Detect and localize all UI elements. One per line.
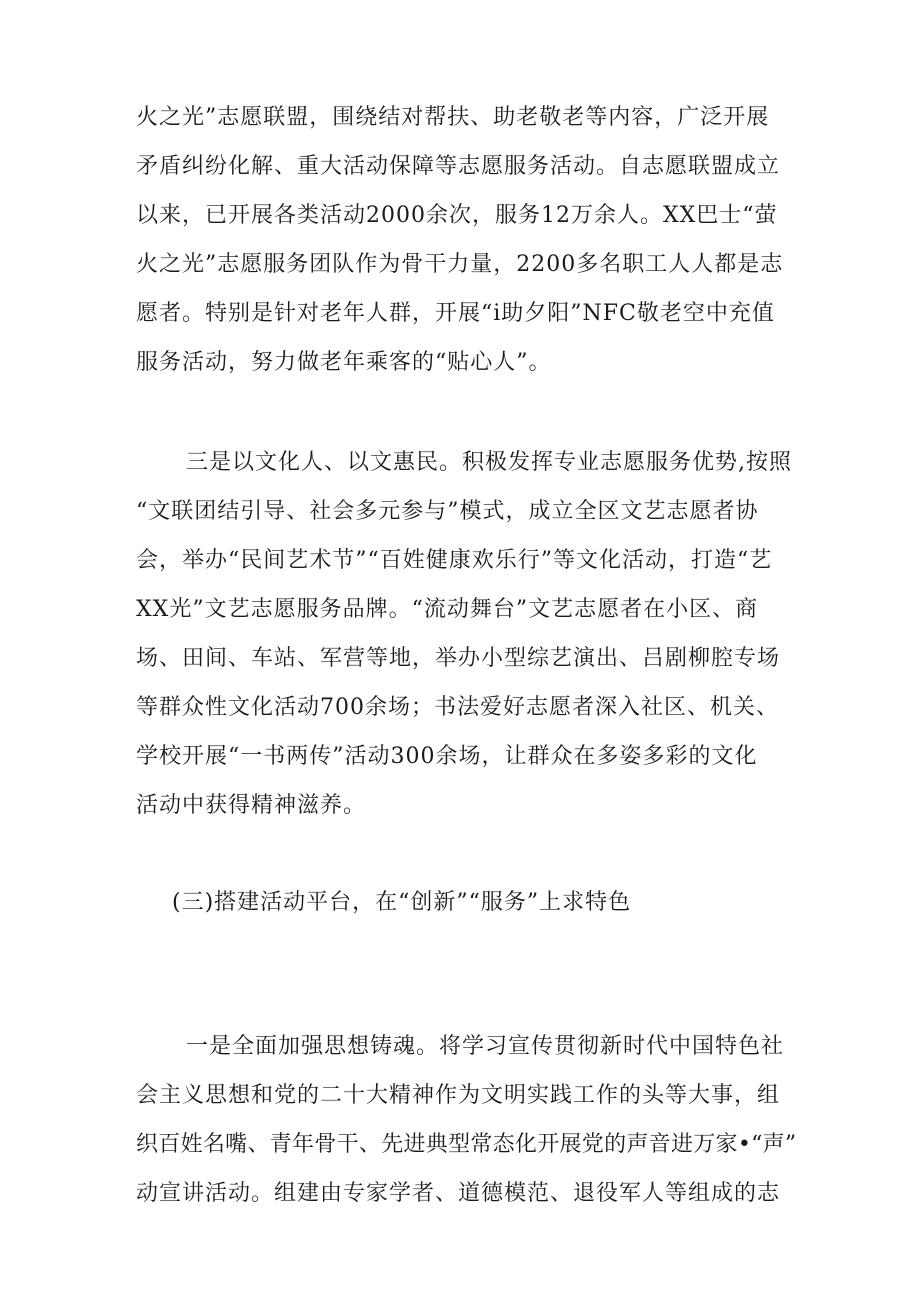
paragraph-ideology (136, 1022, 796, 1218)
text-line: 三是以文化人、以文惠民。积极发挥专业志愿服务优势,按照 (186, 450, 792, 475)
text-line: 服务活动，努力做老年乘客的“贴心人”。 (136, 350, 552, 375)
text-line: 场、田间、车站、军营等地，举办小型综艺演出、吕剧柳腔专场 (136, 646, 781, 671)
text-line: 学校开展“一书两传”活动300余场，让群众在多姿多彩的文化 (136, 744, 758, 769)
text-line: 一是全面加强思想铸魂。将学习宣传贯彻新时代中国特色社 (186, 1034, 785, 1059)
text-line: 火之光”志愿服务团队作为骨干力量，2200多名职工人人都是志 (136, 252, 784, 277)
text-line: 等群众性文化活动700余场；书法爱好志愿者深入社区、机关、 (136, 695, 779, 720)
text-line: “文联团结引导、社会多元参与”模式，成立全区文艺志愿者协 (136, 499, 759, 524)
text-line: 活动中获得精神滋养。 (136, 793, 367, 818)
text-line: 织百姓名嘴、青年骨干、先进典型常态化开展党的声音进万家•“声” (136, 1132, 797, 1157)
text-line: 会主义思想和党的二十大精神作为文明实践工作的头等大事，组 (136, 1083, 781, 1108)
section-heading (136, 878, 796, 927)
paragraph-volunteer-alliance (136, 93, 796, 387)
text-line: 动宣讲活动。组建由专家学者、道德模范、退役军人等组成的志 (136, 1181, 781, 1206)
text-line: 以来，已开展各类活动2000余次，服务12万余人。XX巴士“萤 (136, 203, 778, 228)
text-line: 火之光”志愿联盟，围绕结对帮扶、助老敬老等内容，广泛开展 (136, 105, 770, 130)
paragraph-culture (136, 438, 796, 830)
text-line: 矛盾纠纷化解、重大活动保障等志愿服务活动。自志愿联盟成立 (136, 154, 781, 179)
section-heading-text: (三)搭建活动平台，在“创新”“服务”上求特色 (172, 890, 632, 915)
text-line: XX光”文艺志愿服务品牌。“流动舞台”文艺志愿者在小区、商 (136, 597, 759, 622)
text-line: 愿者。特别是针对老年人群，开展“i助夕阳”NFC敬老空中充值 (136, 301, 775, 326)
text-line: 会，举办“民间艺术节”“百姓健康欢乐行”等文化活动，打造“艺 (136, 548, 773, 573)
